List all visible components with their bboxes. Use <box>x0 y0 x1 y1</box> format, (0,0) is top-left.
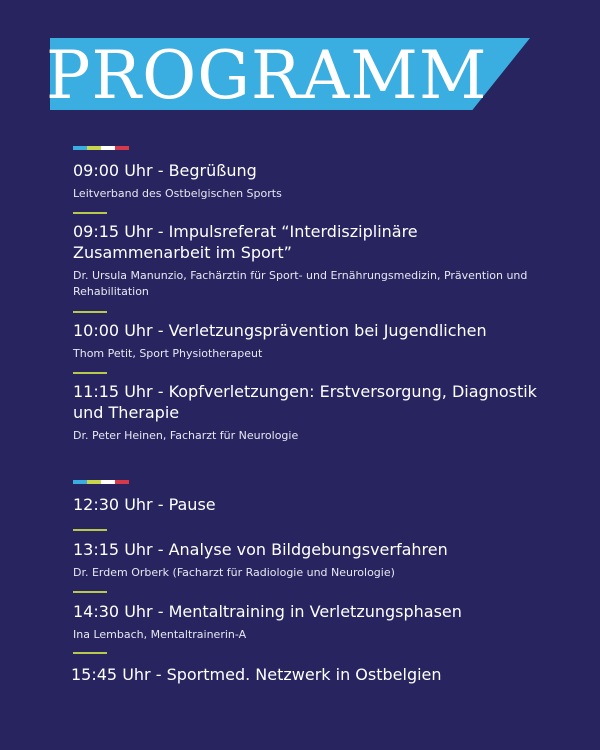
separator-line <box>73 372 107 374</box>
separator-line <box>73 311 107 313</box>
program-item-7 <box>73 601 553 643</box>
program-item-1 <box>73 160 553 202</box>
program-item-4 <box>73 381 553 444</box>
program-item-speaker: Ina Lembach, Mentaltrainerin-A <box>73 628 247 641</box>
program-item-title: 14:30 Uhr - Mentaltraining in Verletzungsphasen <box>73 602 462 621</box>
color-stripe-middle <box>73 480 129 484</box>
separator-line <box>73 212 107 214</box>
program-item-speaker: Thom Petit, Sport Physiotherapeut <box>73 347 263 360</box>
program-item-3 <box>73 320 553 362</box>
separator-line <box>73 591 107 593</box>
program-item-speaker: Leitverband des Ostbelgischen Sports <box>73 187 282 200</box>
program-item-speaker: Dr. Peter Heinen, Facharzt für Neurologie <box>73 429 299 442</box>
program-item-title: 10:00 Uhr - Verletzungsprävention bei Jugendlichen <box>73 321 487 340</box>
color-stripe-top <box>73 146 129 150</box>
program-item-5 <box>73 494 553 515</box>
program-item-title: 09:00 Uhr - Begrüßung <box>73 161 257 180</box>
program-item-title: 13:15 Uhr - Analyse von Bildgebungsverfahren <box>73 540 448 559</box>
program-item-title: 11:15 Uhr - Kopfverletzungen: Erstversorgung, Diagnostik und Therapie <box>73 382 537 422</box>
page-title: PROGRAMM <box>46 37 488 114</box>
program-item-8 <box>71 664 551 685</box>
program-item-title: 12:30 Uhr - Pause <box>73 495 216 514</box>
program-item-title: 09:15 Uhr - Impulsreferat “Interdisziplinäre Zusammenarbeit im Sport” <box>73 222 418 262</box>
separator-line <box>73 529 107 531</box>
program-item-speaker: Dr. Ursula Manunzio, Fachärztin für Sport- und Ernährungsmedizin, Prävention und Rehabilitation <box>73 269 528 298</box>
separator-line <box>73 652 107 654</box>
program-item-title: 15:45 Uhr - Sportmed. Netzwerk in Ostbelgien <box>71 665 442 684</box>
program-item-6 <box>73 539 553 581</box>
program-item-2 <box>73 221 553 300</box>
program-item-speaker: Dr. Erdem Orberk (Facharzt für Radiologie und Neurologie) <box>73 566 395 579</box>
